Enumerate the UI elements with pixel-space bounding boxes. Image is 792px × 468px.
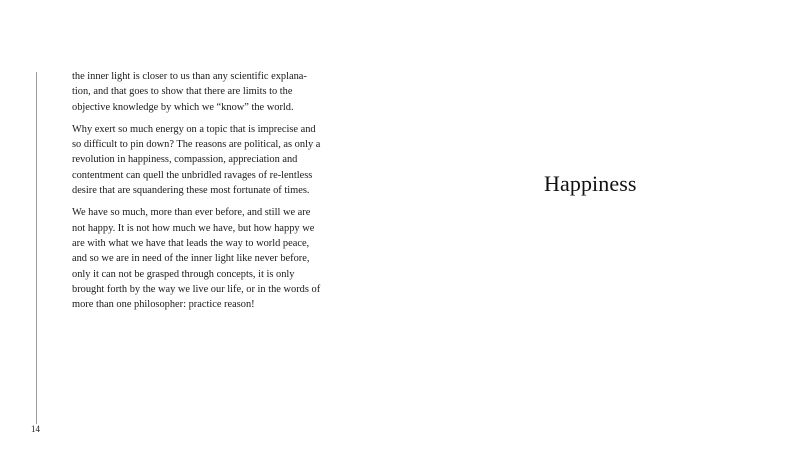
margin-rule [36,72,37,434]
chapter-title: Happiness [544,171,637,196]
body-text [72,69,324,319]
page-number: 14 [31,424,40,434]
right-page [396,0,792,468]
paragraph-2: Why exert so much energy on a topic that is imprecise and so difficult to pin down? The reasons are political, as only a revolution in happiness, compassion, appreciation and contentment can quell the unbridled ravages of re-lentless desire that are squandering these most fortunate of times. [72,123,321,197]
paragraph-1: the inner light is closer to us than any scientific explana-tion, and that goes to show that there are limits to the objective knowledge by which we “know” the world. [72,71,307,113]
paragraph-3: We have so much, more than ever before, and still we are not happy. It is not how much we have, but how happy we are with what we have that leads the way to world peace, and so we are in need of the inner light like never before, only it can not be grasped through concepts, it is only brought forth by the way we live our life, or in the words of more than one philosopher: practice reason! [72,207,321,311]
